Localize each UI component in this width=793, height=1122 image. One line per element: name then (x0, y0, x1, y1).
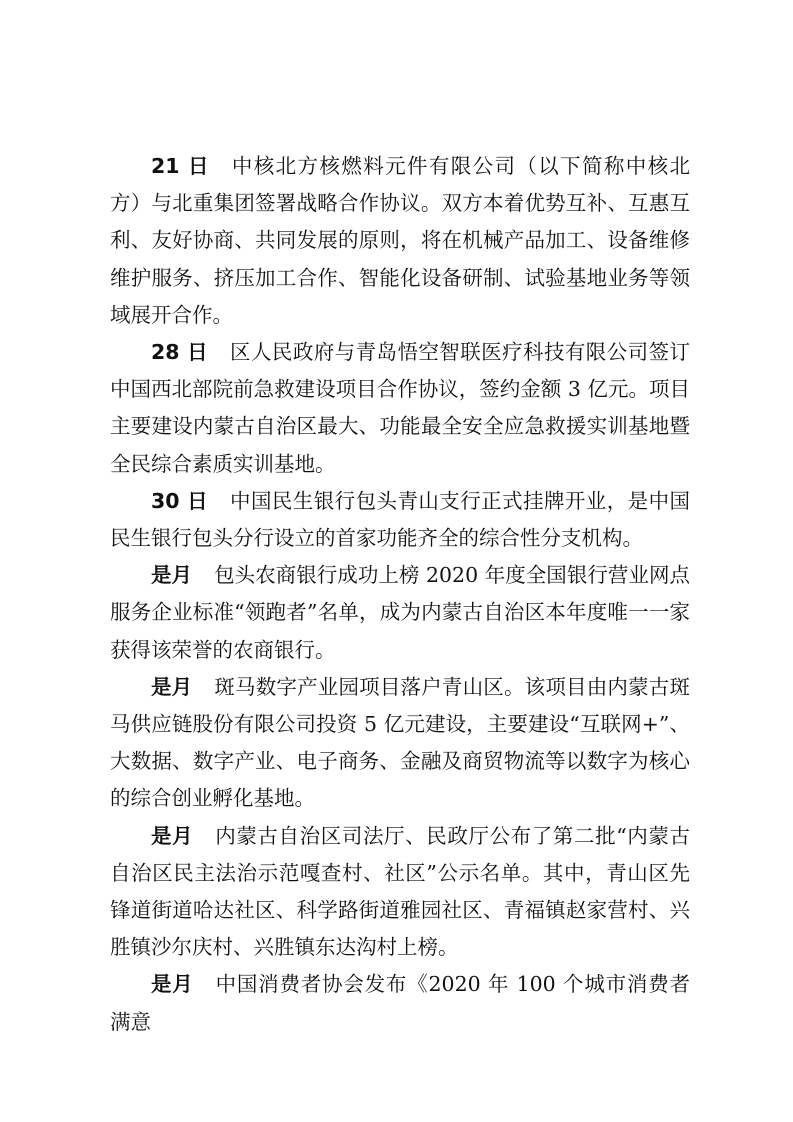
entry-21 (110, 148, 690, 334)
entry-month-1 (110, 557, 690, 669)
entry-text: 中核北方核燃料元件有限公司（以下简称中核北方）与北重集团签署战略合作协议。双方本着优势互补、互惠互利、友好协商、共同发展的原则，将在机械产品加工、设备维修维护服务、挤压加工合作、智能化设备研制、试验基地业务等领域展开合作。 (110, 154, 690, 327)
entry-month-2 (110, 669, 690, 818)
entry-date-label: 28 日 (151, 340, 209, 365)
entry-date-label: 是月 (151, 823, 194, 848)
entry-date-label: 21 日 (151, 154, 210, 178)
entry-date-label: 是月 (151, 563, 193, 588)
chronicle-text (110, 148, 690, 1041)
entry-month-4 (110, 966, 690, 1040)
entry-30 (110, 483, 690, 557)
entry-text: 区人民政府与青岛悟空智联医疗科技有限公司签订中国西北部院前急救建设项目合作协议，签约金额 3 亿元。项目主要建设内蒙古自治区最大、功能最全安全应急救援实训基地暨全民综合素质实训基地。 (110, 340, 691, 476)
entry-text: 斑马数字产业园项目落户青山区。该项目由内蒙古斑马供应链股份有限公司投资 5 亿元建设，主要建设“互联网+”、大数据、数字产业、电子商务、金融及商贸物流等以数字为核心的综合创业孵化基地。 (110, 674, 690, 811)
entry-text: 中国民生银行包头青山支行正式挂牌开业，是中国民生银行包头分行设立的首家功能齐全的综合性分支机构。 (110, 488, 691, 551)
entry-date-label: 30 日 (151, 488, 209, 513)
entry-date-label: 是月 (151, 972, 194, 997)
entry-date-label: 是月 (151, 674, 193, 699)
entry-text: 内蒙古自治区司法厅、民政厅公布了第二批“内蒙古自治区民主法治示范嘎查村、社区”公示名单。其中，青山区先锋道街道哈达社区、科学路街道雅园社区、青福镇赵家营村、兴胜镇沙尔庆村、兴胜镇东达沟村上榜。 (110, 823, 691, 960)
entry-text: 包头农商银行成功上榜 2020 年度全国银行营业网点服务企业标准“领跑者”名单，成为内蒙古自治区本年度唯一一家获得该荣誉的农商银行。 (110, 563, 691, 662)
entry-text: 中国消费者协会发布《2020 年 100 个城市消费者满意 (110, 972, 690, 1034)
entry-28 (110, 334, 690, 483)
entry-month-3 (110, 818, 690, 967)
